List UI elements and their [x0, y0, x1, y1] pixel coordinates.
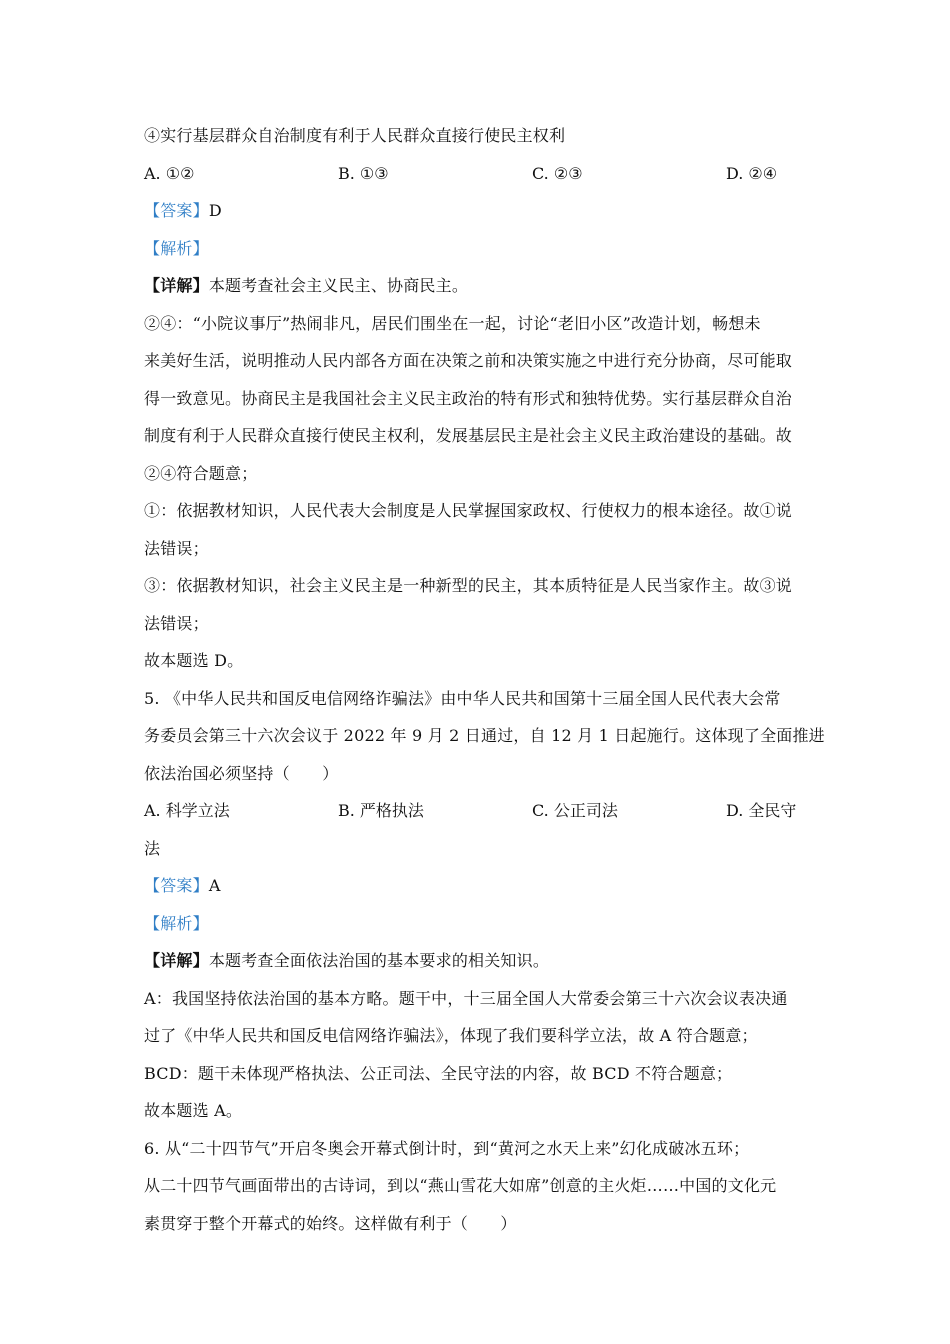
- option-d-wrap: 法: [144, 838, 161, 858]
- question-5-stem: 5. 《中华人民共和国反电信网络诈骗法》由中华人民共和国第十三届全国人民代表大会常: [144, 688, 781, 708]
- option-c: C. 公正司法: [532, 801, 618, 820]
- answer-tag: 【答案】: [144, 201, 209, 220]
- question-6-stem: 素贯穿于整个开幕式的始终。这样做有利于（ ）: [144, 1213, 517, 1233]
- analysis-tag: 【解析】: [144, 238, 209, 258]
- option-a: A. 科学立法: [144, 801, 230, 820]
- option-d: D. 全民守: [726, 801, 797, 820]
- explanation-line: 过了《中华人民共和国反电信网络诈骗法》，体现了我们要科学立法，故 A 符合题意；: [144, 1026, 758, 1045]
- explanation-line: 法错误；: [144, 613, 209, 633]
- option-d: D. ②④: [726, 163, 778, 183]
- analysis-tag: 【解析】: [144, 913, 209, 933]
- question-6-stem: 从二十四节气画面带出的古诗词，到以“燕山雪花大如席”创意的主火炬……中国的文化元: [144, 1176, 777, 1195]
- answer-value: A: [208, 876, 221, 895]
- explanation-line: A：我国坚持依法治国的基本方略。题干中，十三届全国人大常委会第三十六次会议表决通: [144, 988, 788, 1008]
- answer-line: [144, 867, 808, 905]
- explanation-line: 得一致意见。协商民主是我国社会主义民主政治的特有形式和独特优势。实行基层群众自治: [144, 388, 793, 408]
- option-a: A. ①②: [144, 163, 195, 183]
- explanation-line: 法错误；: [144, 538, 209, 558]
- question-6-stem: 6. 从“二十四节气”开启冬奥会开幕式倒计时，到“黄河之水天上来”幻化成破冰五环；: [144, 1138, 750, 1158]
- analysis-line: [144, 230, 808, 268]
- statement-4: ④实行基层群众自治制度有利于人民群众直接行使民主权利: [144, 126, 566, 145]
- question-5-stem: 依法治国必须坚持（ ）: [144, 763, 339, 783]
- analysis-line: [144, 905, 808, 943]
- explanation-line: ②④：“小院议事厅”热闹非凡，居民们围坐在一起，讨论“老旧小区”改造计划，畅想未: [144, 313, 761, 333]
- detail-line: [144, 267, 808, 305]
- page-content: [144, 117, 825, 1242]
- option-b: B. 严格执法: [338, 801, 424, 820]
- prev-question-options: [144, 155, 808, 193]
- option-b: B. ①③: [338, 163, 389, 183]
- answer-line: [144, 192, 808, 230]
- detail-line: [144, 942, 808, 980]
- explanation-line: ③：依据教材知识，社会主义民主是一种新型的民主，其本质特征是人民当家作主。故③说: [144, 576, 793, 595]
- answer-value: D: [208, 201, 222, 220]
- question-5-stem: 务委员会第三十六次会议于 2022 年 9 月 2 日通过，自 12 月 1 日起施行。这体现了全面推进: [144, 726, 825, 745]
- conclusion-line: 故本题选 D。: [144, 651, 244, 670]
- explanation-line: BCD：题干未体现严格执法、公正司法、全民守法的内容，故 BCD 不符合题意；: [144, 1063, 733, 1083]
- detail-text: 本题考查全面依法治国的基本要求的相关知识。: [208, 951, 550, 970]
- explanation-line: 制度有利于人民群众直接行使民主权利，发展基层民主是社会主义民主政治建设的基础。故: [144, 426, 793, 445]
- explanation-line: 来美好生活，说明推动人民内部各方面在决策之前和决策实施之中进行充分协商，尽可能取: [144, 351, 793, 370]
- conclusion-line: 故本题选 A。: [144, 1101, 243, 1120]
- answer-tag: 【答案】: [144, 876, 209, 895]
- question-5-options: [144, 792, 808, 830]
- option-c: C. ②③: [532, 163, 583, 183]
- detail-text: 本题考查社会主义民主、协商民主。: [208, 276, 469, 295]
- detail-tag: 【详解】: [144, 951, 209, 970]
- explanation-line: ②④符合题意；: [144, 463, 258, 483]
- detail-tag: 【详解】: [144, 276, 209, 295]
- explanation-line: ①：依据教材知识，人民代表大会制度是人民掌握国家政权、行使权力的根本途径。故①说: [144, 501, 793, 520]
